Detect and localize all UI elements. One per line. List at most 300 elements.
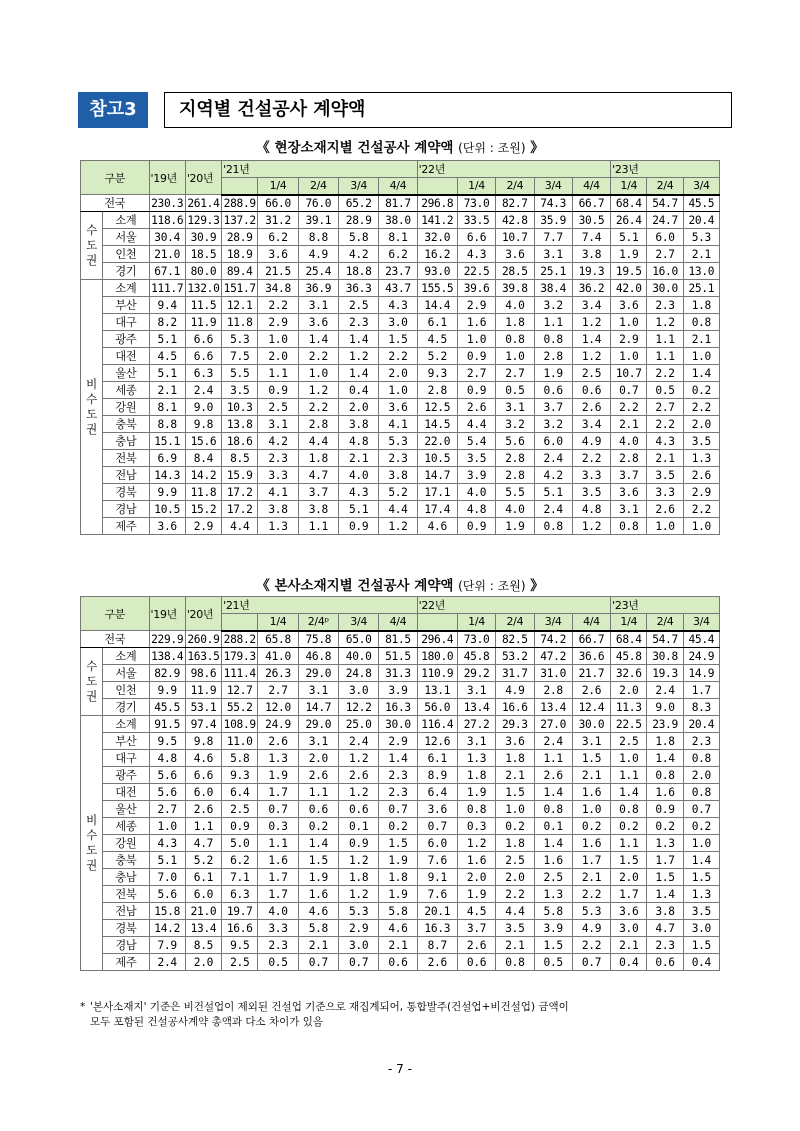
table-cell: 81.7: [379, 195, 417, 212]
table-cell: 53.1: [185, 699, 221, 716]
table-cell: 2.6: [258, 733, 298, 750]
table-row: [81, 835, 720, 852]
table-cell: 1.4: [339, 365, 379, 382]
table-cell: 155.5: [417, 280, 457, 297]
table-cell: 5.2: [379, 484, 417, 501]
table-cell: 2.2: [683, 399, 719, 416]
table-cell: 8.8: [298, 229, 338, 246]
table2-title: 《 본사소재지별 건설공사 계약액 (단위 : 조원) 》: [256, 578, 544, 594]
row-label: 강원: [103, 399, 149, 416]
table-cell: 229.9: [149, 631, 185, 648]
row-label: 경남: [103, 937, 149, 954]
table-cell: 1.0: [258, 331, 298, 348]
table-cell: 6.9: [149, 450, 185, 467]
table-cell: 0.7: [339, 954, 379, 971]
table-cell: 12.6: [417, 733, 457, 750]
table-cell: 2.3: [258, 937, 298, 954]
table-cell: 3.6: [149, 518, 185, 535]
table-cell: 260.9: [185, 631, 221, 648]
table-cell: 1.4: [534, 784, 572, 801]
table-cell: 18.5: [185, 246, 221, 263]
table-cell: 0.1: [339, 818, 379, 835]
table-cell: 56.0: [417, 699, 457, 716]
table-cell: 26.4: [611, 212, 647, 229]
table-cell: 1.8: [339, 869, 379, 886]
table-cell: 2.6: [339, 767, 379, 784]
table-cell: 19.7: [222, 903, 258, 920]
table-cell: 6.3: [185, 365, 221, 382]
table-cell: 2.4: [534, 501, 572, 518]
table-row: [81, 314, 720, 331]
table-cell: 3.6: [417, 801, 457, 818]
table-cell: 1.0: [611, 750, 647, 767]
table-cell: 0.7: [683, 801, 719, 818]
table-row: [81, 716, 720, 733]
table-row: [81, 212, 720, 229]
table-cell: 2.0: [611, 682, 647, 699]
table-cell: 30.0: [379, 716, 417, 733]
table-cell: 8.1: [379, 229, 417, 246]
row-label: 충남: [103, 869, 149, 886]
table-cell: 9.4: [149, 297, 185, 314]
table-cell: 27.0: [534, 716, 572, 733]
table-cell: 3.0: [611, 920, 647, 937]
table-cell: 18.9: [222, 246, 258, 263]
table-cell: 5.1: [339, 501, 379, 518]
table-row: [81, 365, 720, 382]
page-number: - 7 -: [388, 1062, 412, 1076]
table-cell: 0.5: [496, 382, 534, 399]
table-cell: 2.2: [298, 399, 338, 416]
table-cell: 3.9: [457, 467, 495, 484]
table-cell: 3.3: [647, 484, 683, 501]
table-cell: 2.6: [185, 801, 221, 818]
header-quarter-22: 1/4: [457, 178, 495, 195]
table-cell: 0.8: [683, 784, 719, 801]
table-cell: 3.7: [298, 484, 338, 501]
table-cell: 8.8: [149, 416, 185, 433]
table-cell: 1.2: [457, 835, 495, 852]
table-cell: 67.1: [149, 263, 185, 280]
table-cell: 1.5: [534, 937, 572, 954]
table-cell: 4.6: [185, 750, 221, 767]
table-cell: 55.2: [222, 699, 258, 716]
table-cell: 2.0: [258, 348, 298, 365]
table-cell: 6.6: [185, 767, 221, 784]
table-cell: 0.8: [496, 331, 534, 348]
footnote: [80, 1000, 730, 1030]
table-cell: 21.5: [258, 263, 298, 280]
table-cell: 4.7: [185, 835, 221, 852]
table-cell: 2.5: [258, 399, 298, 416]
table-cell: 66.7: [572, 195, 610, 212]
table-cell: 16.2: [417, 246, 457, 263]
table-cell: 2.0: [339, 399, 379, 416]
table-cell: 29.2: [457, 665, 495, 682]
table-cell: 8.5: [222, 450, 258, 467]
table-cell: 1.2: [647, 314, 683, 331]
table-cell: 1.8: [379, 869, 417, 886]
table-cell: 2.0: [683, 416, 719, 433]
table-cell: 17.2: [222, 484, 258, 501]
table-cell: 180.0: [417, 648, 457, 665]
table-cell: 29.0: [298, 716, 338, 733]
table-cell: 9.5: [222, 937, 258, 954]
table-cell: 4.2: [534, 467, 572, 484]
table-cell: 1.0: [379, 382, 417, 399]
table-cell: 3.0: [683, 920, 719, 937]
table-cell: 11.3: [611, 699, 647, 716]
table-cell: 1.3: [258, 750, 298, 767]
table-cell: 26.3: [258, 665, 298, 682]
table-cell: 12.1: [222, 297, 258, 314]
table-cell: 82.7: [496, 195, 534, 212]
header-quarter-22: 1/4: [457, 614, 495, 631]
table-cell: 7.4: [572, 229, 610, 246]
table-cell: 5.3: [683, 229, 719, 246]
table-cell: 16.0: [647, 263, 683, 280]
table-cell: 24.7: [647, 212, 683, 229]
table-cell: 3.5: [496, 920, 534, 937]
table-cell: 15.6: [185, 433, 221, 450]
table-cell: 0.8: [496, 954, 534, 971]
table-cell: 4.6: [417, 518, 457, 535]
table-cell: 0.9: [647, 801, 683, 818]
table-cell: 1.3: [258, 518, 298, 535]
table-cell: 0.7: [572, 954, 610, 971]
row-label: 제주: [103, 518, 149, 535]
table-cell: 98.6: [185, 665, 221, 682]
table-cell: 3.8: [339, 416, 379, 433]
table-cell: 4.5: [457, 903, 495, 920]
row-label: 충북: [103, 852, 149, 869]
header-quarter-23: 3/4: [683, 614, 719, 631]
row-label: 대전: [103, 784, 149, 801]
table-cell: 3.5: [457, 450, 495, 467]
table-cell: 1.9: [457, 886, 495, 903]
table-cell: 13.4: [534, 699, 572, 716]
table-cell: 1.8: [496, 314, 534, 331]
table-cell: 27.2: [457, 716, 495, 733]
table-cell: 1.0: [683, 348, 719, 365]
table-cell: 1.5: [611, 852, 647, 869]
table-cell: 2.9: [339, 920, 379, 937]
table-cell: 5.8: [298, 920, 338, 937]
table-cell: 5.8: [339, 229, 379, 246]
table-cell: 22.5: [457, 263, 495, 280]
header-quarter-21: 1/4: [258, 178, 298, 195]
table-row: [81, 518, 720, 535]
table-cell: 19.3: [647, 665, 683, 682]
table-cell: 3.8: [298, 501, 338, 518]
table-cell: 0.8: [457, 801, 495, 818]
table-cell: 3.1: [457, 682, 495, 699]
table-cell: 2.8: [496, 467, 534, 484]
table-cell: 15.1: [149, 433, 185, 450]
table-cell: 1.0: [496, 348, 534, 365]
table-cell: 179.3: [222, 648, 258, 665]
table-cell: 2.9: [185, 518, 221, 535]
table-cell: 0.2: [572, 818, 610, 835]
table-cell: 132.0: [185, 280, 221, 297]
row-label: 경기: [103, 263, 149, 280]
table-cell: 5.6: [496, 433, 534, 450]
table-cell: 12.5: [417, 399, 457, 416]
table-cell: 3.5: [683, 433, 719, 450]
row-label: 대구: [103, 750, 149, 767]
table-cell: 0.7: [258, 801, 298, 818]
table-cell: 5.1: [149, 852, 185, 869]
table-cell: 34.8: [258, 280, 298, 297]
table-row: [81, 348, 720, 365]
header-year-22-total: [417, 614, 457, 631]
table-cell: 0.1: [534, 818, 572, 835]
table-cell: 93.0: [417, 263, 457, 280]
table-cell: 0.8: [611, 518, 647, 535]
table-cell: 4.1: [258, 484, 298, 501]
row-label: 경남: [103, 501, 149, 518]
table-cell: 74.3: [534, 195, 572, 212]
row-label: 서울: [103, 665, 149, 682]
table-cell: 0.3: [457, 818, 495, 835]
table-cell: 7.7: [534, 229, 572, 246]
table-row: [81, 818, 720, 835]
table-cell: 36.9: [298, 280, 338, 297]
table-cell: 20.4: [683, 716, 719, 733]
table-cell: 2.3: [647, 937, 683, 954]
table-cell: 4.2: [339, 246, 379, 263]
table-cell: 13.1: [417, 682, 457, 699]
header-year-22-total: [417, 178, 457, 195]
table-cell: 4.4: [457, 416, 495, 433]
table-cell: 1.6: [298, 886, 338, 903]
table-cell: 151.7: [222, 280, 258, 297]
table-cell: 6.4: [417, 784, 457, 801]
table-cell: 30.5: [572, 212, 610, 229]
table-cell: 8.9: [417, 767, 457, 784]
table-cell: 4.1: [379, 416, 417, 433]
table-cell: 1.2: [339, 348, 379, 365]
table-cell: 66.0: [258, 195, 298, 212]
table-cell: 29.0: [298, 665, 338, 682]
table-cell: 3.2: [534, 416, 572, 433]
table-cell: 2.4: [647, 682, 683, 699]
table-cell: 2.0: [611, 869, 647, 886]
table-cell: 2.5: [572, 365, 610, 382]
table-cell: 6.6: [185, 348, 221, 365]
table-cell: 3.3: [258, 920, 298, 937]
table-cell: 1.9: [496, 518, 534, 535]
table-cell: 4.0: [496, 297, 534, 314]
row-label: 세종: [103, 818, 149, 835]
table-cell: 35.9: [534, 212, 572, 229]
table-cell: 118.6: [149, 212, 185, 229]
table-cell: 17.4: [417, 501, 457, 518]
table-cell: 1.4: [572, 331, 610, 348]
table-cell: 9.8: [185, 733, 221, 750]
table-cell: 47.2: [534, 648, 572, 665]
table-cell: 4.0: [258, 903, 298, 920]
table-cell: 2.5: [339, 297, 379, 314]
table-cell: 3.6: [258, 246, 298, 263]
table-cell: 7.9: [149, 937, 185, 954]
table-cell: 9.1: [417, 869, 457, 886]
table-cell: 3.2: [534, 297, 572, 314]
row-label: 대구: [103, 314, 149, 331]
table-cell: 1.0: [496, 801, 534, 818]
table-cell: 1.6: [647, 784, 683, 801]
row-label: 세종: [103, 382, 149, 399]
table-cell: 1.3: [683, 886, 719, 903]
row-label: 전국: [81, 631, 150, 648]
table-cell: 1.8: [496, 835, 534, 852]
row-label: 전남: [103, 903, 149, 920]
table-cell: 12.4: [572, 699, 610, 716]
row-label: 광주: [103, 331, 149, 348]
table-cell: 1.4: [339, 331, 379, 348]
table-cell: 2.0: [683, 767, 719, 784]
header-quarter-21: 4/4: [379, 178, 417, 195]
table-cell: 2.9: [611, 331, 647, 348]
table-cell: 73.0: [457, 631, 495, 648]
table-cell: 111.7: [149, 280, 185, 297]
table-cell: 0.6: [339, 801, 379, 818]
table-cell: 0.2: [611, 818, 647, 835]
region-group-label: 수 도 권: [81, 212, 103, 280]
table-cell: 4.6: [379, 920, 417, 937]
table-cell: 15.2: [185, 501, 221, 518]
table-cell: 1.2: [572, 348, 610, 365]
table-cell: 2.6: [572, 682, 610, 699]
table-cell: 2.5: [496, 852, 534, 869]
table-cell: 108.9: [222, 716, 258, 733]
table-cell: 4.0: [457, 484, 495, 501]
table-cell: 4.0: [496, 501, 534, 518]
table-cell: 4.0: [339, 467, 379, 484]
table-cell: 4.2: [258, 433, 298, 450]
table-cell: 2.7: [457, 365, 495, 382]
table-cell: 2.1: [647, 450, 683, 467]
table-cell: 42.8: [496, 212, 534, 229]
footnote-line-1: '본사소재지' 기준은 비건설업이 제외된 건설업 기준으로 재집계되어, 통합발주(건설업+비건설업) 금액이: [90, 1001, 569, 1013]
row-label: 부산: [103, 733, 149, 750]
table-cell: 9.5: [149, 733, 185, 750]
table-cell: 65.0: [339, 631, 379, 648]
table-cell: 19.5: [611, 263, 647, 280]
table-body: [81, 195, 720, 535]
table-cell: 14.2: [185, 467, 221, 484]
table-cell: 8.5: [185, 937, 221, 954]
table-cell: 4.5: [149, 348, 185, 365]
table-cell: 82.5: [496, 631, 534, 648]
table-cell: 1.1: [258, 365, 298, 382]
table-cell: 24.9: [258, 716, 298, 733]
table-cell: 1.5: [496, 784, 534, 801]
table-cell: 68.4: [611, 631, 647, 648]
table-cell: 111.4: [222, 665, 258, 682]
table-cell: 5.2: [417, 348, 457, 365]
table-cell: 28.5: [496, 263, 534, 280]
table-cell: 1.9: [298, 869, 338, 886]
table-cell: 3.8: [572, 246, 610, 263]
table-cell: 2.1: [611, 937, 647, 954]
table-cell: 3.6: [611, 484, 647, 501]
table-cell: 3.1: [298, 733, 338, 750]
table-cell: 16.3: [379, 699, 417, 716]
table-cell: 16.6: [496, 699, 534, 716]
table-cell: 1.0: [457, 331, 495, 348]
table-cell: 2.2: [647, 365, 683, 382]
table-cell: 3.5: [647, 467, 683, 484]
table-cell: 32.6: [611, 665, 647, 682]
table-cell: 12.2: [339, 699, 379, 716]
table-cell: 2.6: [534, 767, 572, 784]
table-cell: 39.8: [496, 280, 534, 297]
table-cell: 1.4: [611, 784, 647, 801]
table-cell: 13.8: [222, 416, 258, 433]
table-cell: 2.3: [683, 733, 719, 750]
table-cell: 6.2: [258, 229, 298, 246]
table-cell: 15.8: [149, 903, 185, 920]
table-cell: 3.6: [298, 314, 338, 331]
row-label: 경북: [103, 920, 149, 937]
header-quarter-21: 1/4: [258, 614, 298, 631]
table-cell: 10.5: [149, 501, 185, 518]
table-cell: 42.0: [611, 280, 647, 297]
table-cell: 14.9: [683, 665, 719, 682]
table-cell: 7.1: [222, 869, 258, 886]
table-cell: 3.1: [572, 733, 610, 750]
table-cell: 4.8: [457, 501, 495, 518]
table-cell: 5.8: [379, 903, 417, 920]
row-label: 제주: [103, 954, 149, 971]
table-cell: 3.8: [647, 903, 683, 920]
table-cell: 22.5: [611, 716, 647, 733]
table-cell: 31.3: [379, 665, 417, 682]
table-row: [81, 433, 720, 450]
table-cell: 46.8: [298, 648, 338, 665]
table-cell: 2.3: [379, 450, 417, 467]
table-cell: 1.0: [647, 518, 683, 535]
table-cell: 0.6: [534, 382, 572, 399]
table-cell: 2.4: [185, 382, 221, 399]
row-label: 전북: [103, 886, 149, 903]
header-quarter-22: 3/4: [534, 178, 572, 195]
table-row: [81, 297, 720, 314]
table-cell: 1.2: [379, 518, 417, 535]
header-quarter-22: 4/4: [572, 614, 610, 631]
table-cell: 4.4: [298, 433, 338, 450]
table-cell: 0.8: [611, 801, 647, 818]
table1-title: 《 현장소재지별 건설공사 계약액 (단위 : 조원) 》: [256, 140, 544, 156]
table-row: [81, 733, 720, 750]
table-cell: 288.9: [222, 195, 258, 212]
table-cell: 14.7: [298, 699, 338, 716]
table-cell: 5.3: [339, 903, 379, 920]
table-cell: 2.1: [496, 767, 534, 784]
header-quarter-23: 1/4: [611, 178, 647, 195]
table-cell: 0.7: [379, 801, 417, 818]
table-row: [81, 229, 720, 246]
table-cell: 0.5: [258, 954, 298, 971]
table-cell: 1.6: [572, 835, 610, 852]
contract-table-by-site: [80, 160, 720, 535]
table-cell: 1.1: [298, 784, 338, 801]
table-cell: 9.0: [647, 699, 683, 716]
table-cell: 1.1: [647, 348, 683, 365]
table-cell: 1.4: [683, 852, 719, 869]
row-label: 충북: [103, 416, 149, 433]
